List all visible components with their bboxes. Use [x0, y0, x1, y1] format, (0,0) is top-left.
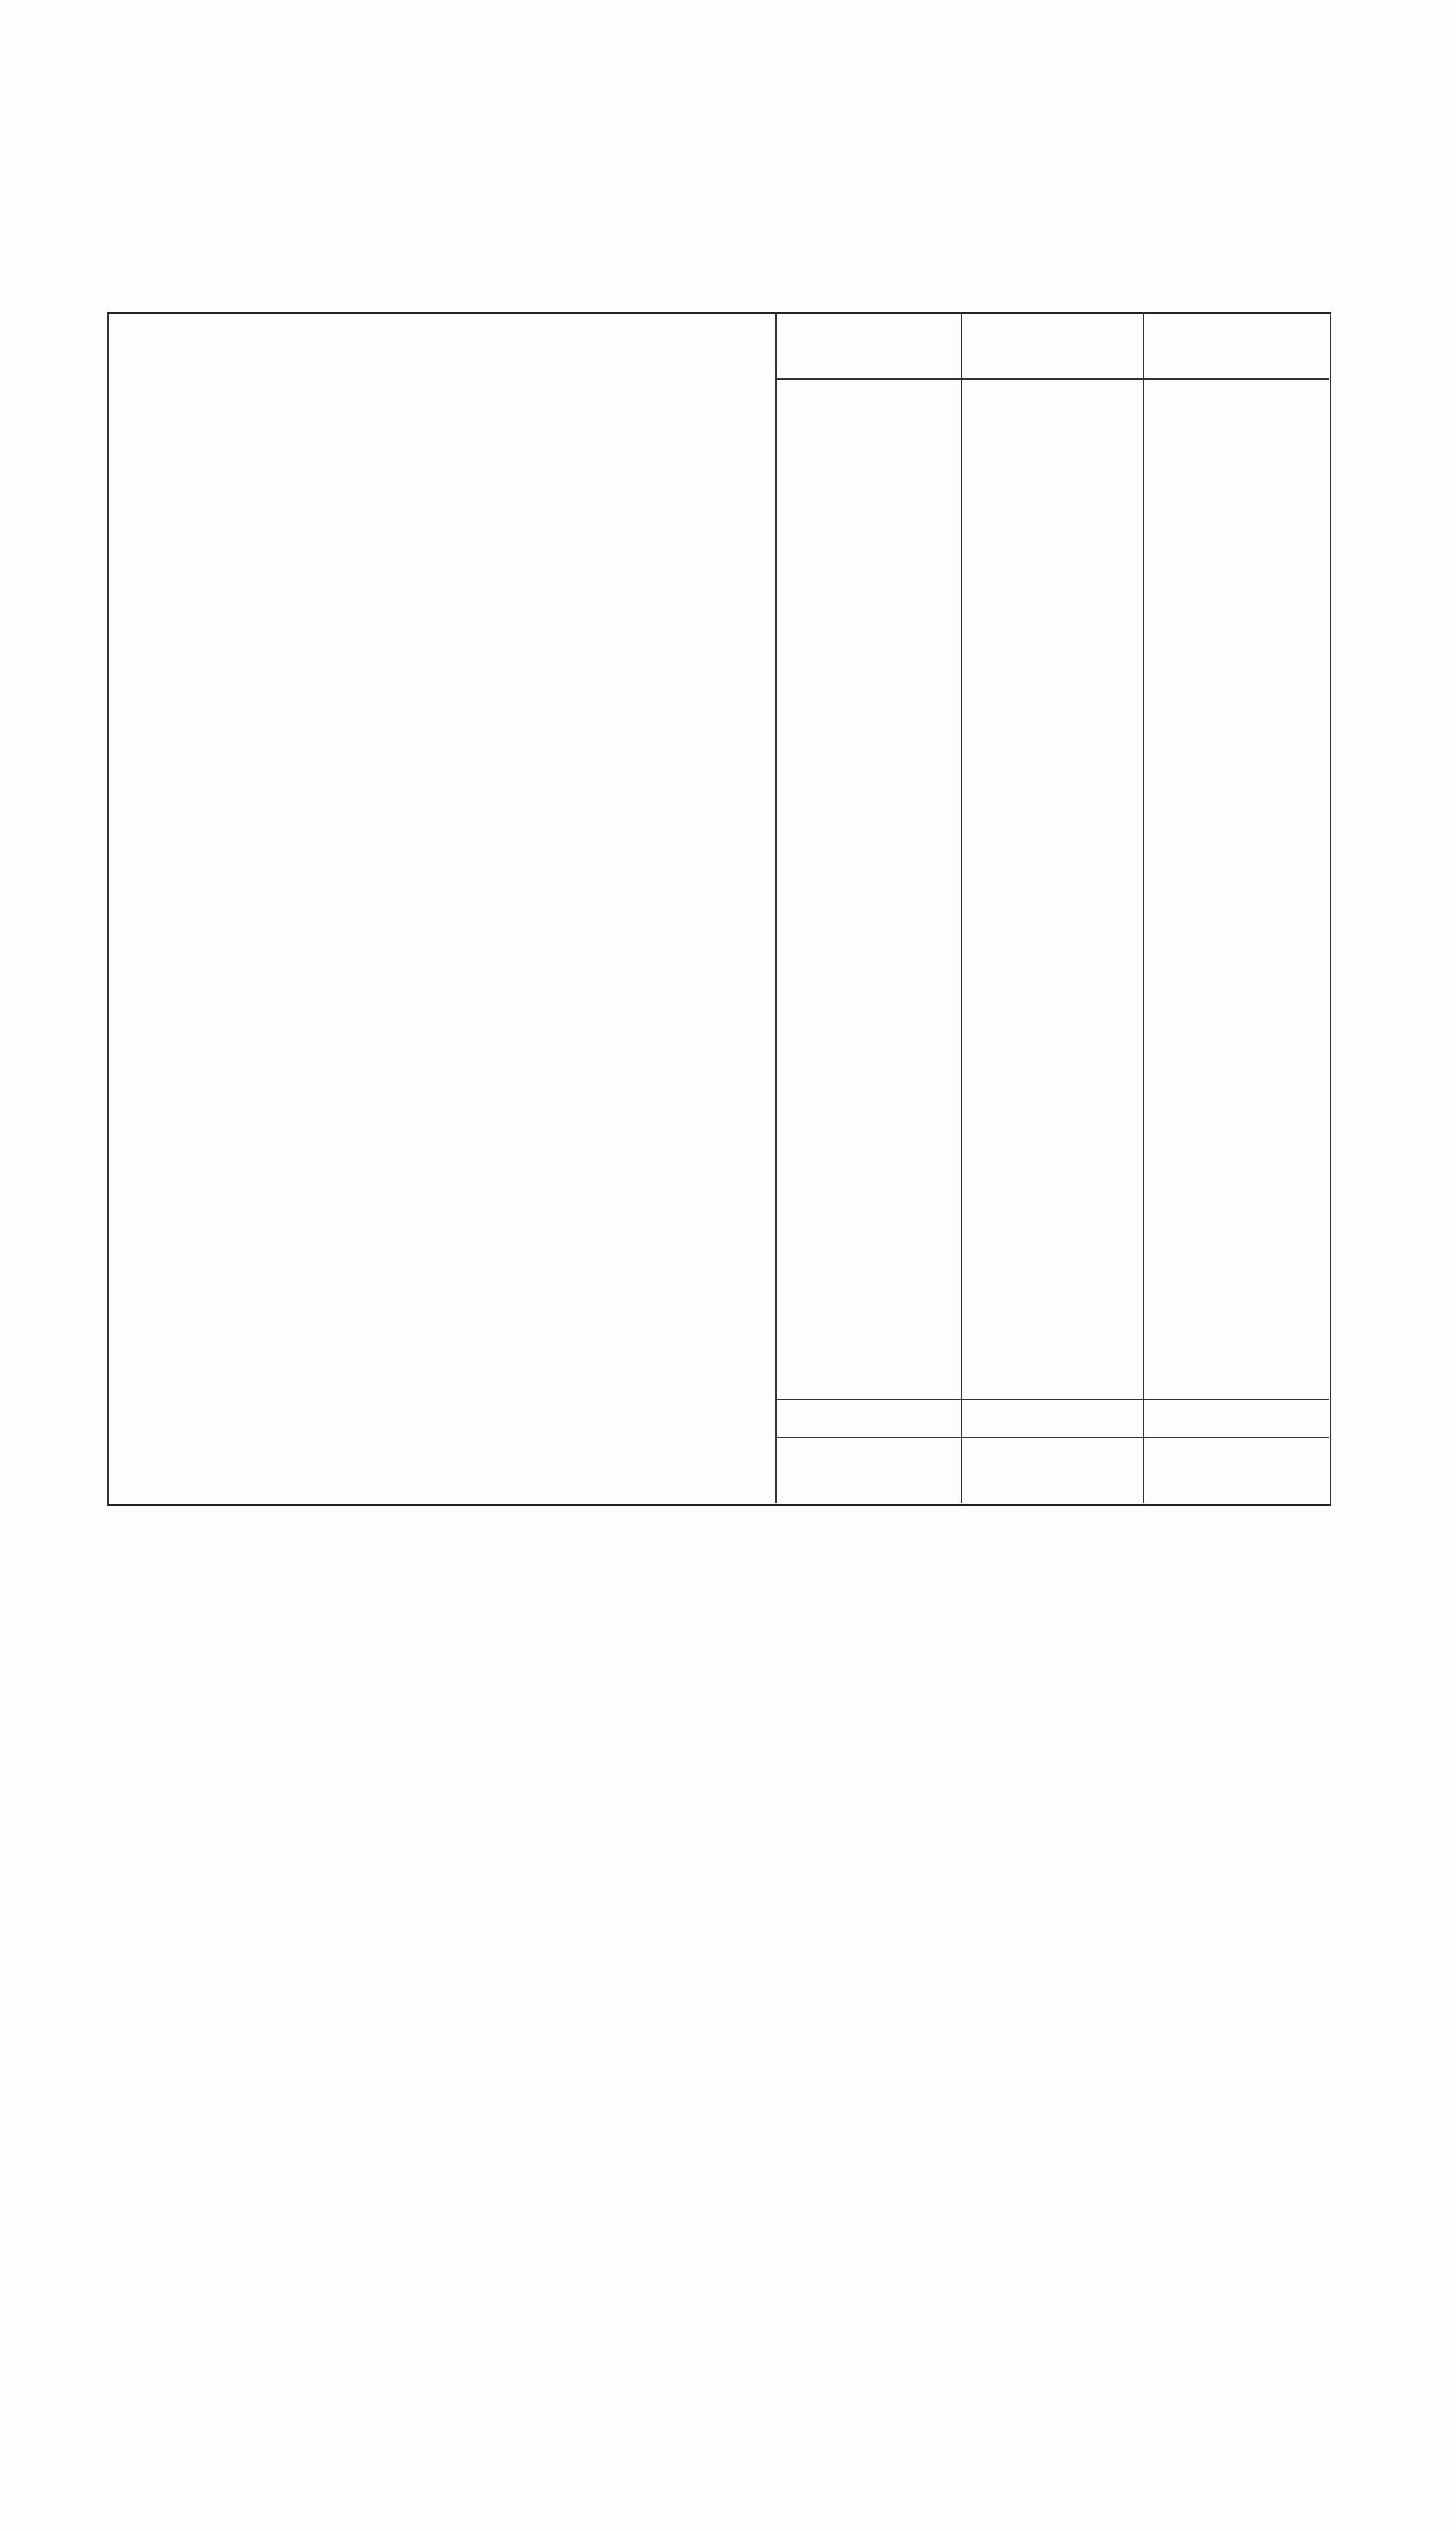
rule-total-mid: [775, 1437, 1329, 1438]
rule-net-left: [1143, 312, 1144, 1503]
receipts-table: [107, 312, 1331, 1506]
rule-land-sales-left: [775, 312, 777, 1503]
rule-total-top: [775, 1399, 1329, 1400]
rule-refunds-left: [961, 312, 962, 1503]
rule-header-bottom: [775, 378, 1329, 380]
